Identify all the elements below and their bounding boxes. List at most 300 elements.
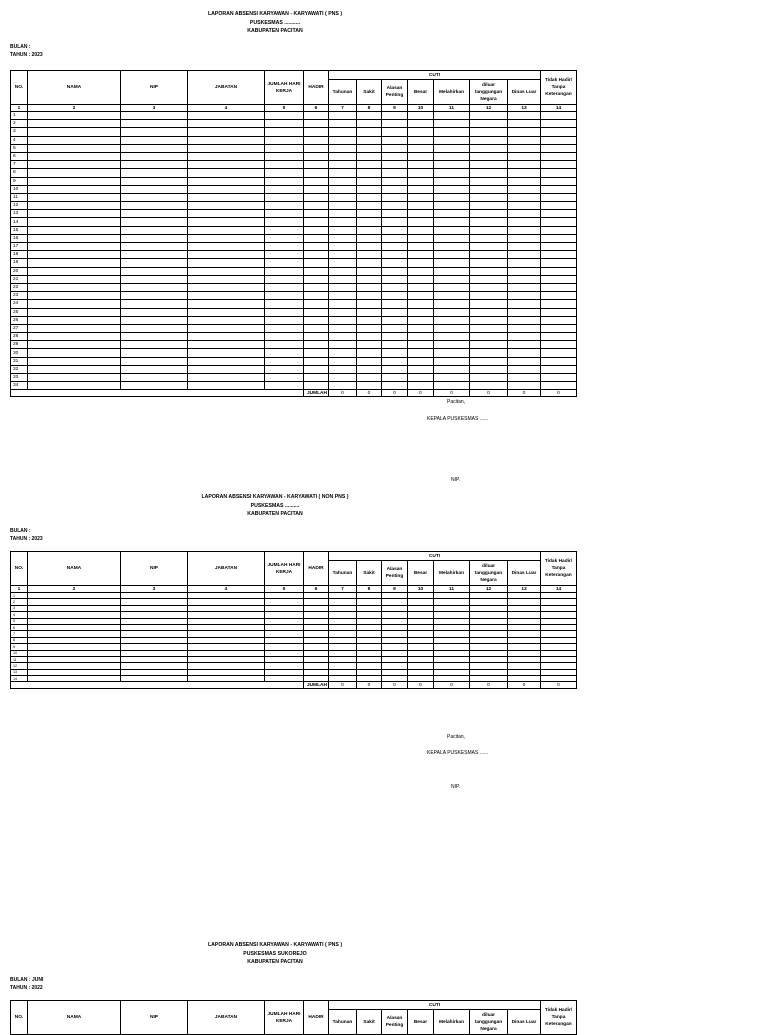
table-cell[interactable] [188, 144, 265, 152]
table-cell[interactable] [188, 185, 265, 193]
table-cell[interactable] [188, 267, 265, 275]
table-cell[interactable] [265, 349, 304, 357]
table-cell[interactable] [188, 177, 265, 185]
table-cell[interactable] [28, 341, 121, 349]
table-cell[interactable] [434, 218, 470, 226]
table-cell[interactable] [382, 193, 408, 201]
table-cell[interactable] [28, 120, 121, 128]
table-cell[interactable] [408, 193, 434, 201]
table-cell[interactable] [541, 128, 577, 136]
table-cell[interactable] [541, 226, 577, 234]
table-cell[interactable] [382, 308, 408, 316]
table-cell[interactable] [121, 218, 188, 226]
table-cell[interactable] [121, 152, 188, 160]
table-cell[interactable] [357, 300, 382, 308]
table-cell[interactable] [382, 300, 408, 308]
table-cell[interactable] [541, 365, 577, 373]
table-cell[interactable] [28, 374, 121, 382]
table-cell[interactable] [470, 292, 508, 300]
table-cell[interactable] [408, 374, 434, 382]
table-cell[interactable] [121, 202, 188, 210]
table-cell[interactable] [434, 120, 470, 128]
table-cell[interactable] [28, 292, 121, 300]
table-cell[interactable] [357, 243, 382, 251]
table-cell[interactable] [188, 374, 265, 382]
table-cell[interactable] [188, 202, 265, 210]
table-cell[interactable] [265, 316, 304, 324]
table-cell[interactable] [121, 226, 188, 234]
table-cell[interactable] [434, 382, 470, 390]
table-cell[interactable] [304, 193, 329, 201]
table-cell[interactable] [121, 136, 188, 144]
table-cell[interactable] [508, 202, 541, 210]
table-cell[interactable] [434, 185, 470, 193]
table-cell[interactable] [408, 218, 434, 226]
table-cell[interactable] [541, 120, 577, 128]
table-cell[interactable] [434, 349, 470, 357]
table-cell[interactable] [28, 169, 121, 177]
table-cell[interactable] [508, 267, 541, 275]
table-cell[interactable] [121, 324, 188, 332]
table-cell[interactable] [382, 292, 408, 300]
table-cell[interactable] [508, 177, 541, 185]
table-cell[interactable] [28, 324, 121, 332]
table-cell[interactable] [329, 202, 357, 210]
table-cell[interactable] [265, 144, 304, 152]
table-cell[interactable] [357, 177, 382, 185]
table-cell[interactable] [28, 226, 121, 234]
table-cell[interactable] [188, 308, 265, 316]
table-cell[interactable] [508, 333, 541, 341]
table-cell[interactable] [357, 259, 382, 267]
table-cell[interactable] [541, 349, 577, 357]
table-cell[interactable] [382, 234, 408, 242]
table-cell[interactable] [434, 169, 470, 177]
table-cell[interactable] [265, 333, 304, 341]
table-cell[interactable] [508, 243, 541, 251]
table-cell[interactable] [188, 120, 265, 128]
table-cell[interactable] [541, 210, 577, 218]
table-cell[interactable] [508, 161, 541, 169]
table-cell[interactable] [265, 210, 304, 218]
table-cell[interactable] [470, 382, 508, 390]
table-cell[interactable] [304, 308, 329, 316]
table-cell[interactable] [434, 374, 470, 382]
table-cell[interactable] [508, 292, 541, 300]
table-cell[interactable] [329, 226, 357, 234]
table-cell[interactable] [357, 251, 382, 259]
table-cell[interactable] [382, 382, 408, 390]
table-cell[interactable] [304, 382, 329, 390]
table-cell[interactable] [304, 152, 329, 160]
table-cell[interactable] [304, 341, 329, 349]
table-cell[interactable] [357, 365, 382, 373]
table-cell[interactable] [541, 218, 577, 226]
table-cell[interactable] [304, 357, 329, 365]
table-cell[interactable] [541, 267, 577, 275]
table-cell[interactable] [508, 365, 541, 373]
table-cell[interactable] [121, 161, 188, 169]
table-cell[interactable] [434, 341, 470, 349]
table-cell[interactable] [541, 177, 577, 185]
table-cell[interactable] [329, 136, 357, 144]
table-cell[interactable] [304, 112, 329, 120]
table-cell[interactable] [541, 275, 577, 283]
table-cell[interactable] [28, 136, 121, 144]
table-cell[interactable] [357, 308, 382, 316]
table-cell[interactable] [304, 243, 329, 251]
table-cell[interactable] [121, 120, 188, 128]
table-cell[interactable] [408, 283, 434, 291]
table-cell[interactable] [357, 341, 382, 349]
table-cell[interactable] [357, 267, 382, 275]
table-cell[interactable] [28, 365, 121, 373]
table-cell[interactable] [265, 259, 304, 267]
table-cell[interactable] [541, 202, 577, 210]
table-cell[interactable] [188, 193, 265, 201]
table-cell[interactable] [382, 283, 408, 291]
table-cell[interactable] [434, 161, 470, 169]
table-cell[interactable] [188, 259, 265, 267]
table-cell[interactable] [329, 292, 357, 300]
table-cell[interactable] [357, 218, 382, 226]
table-cell[interactable] [408, 169, 434, 177]
table-cell[interactable] [470, 234, 508, 242]
table-cell[interactable] [188, 382, 265, 390]
table-cell[interactable] [304, 316, 329, 324]
table-cell[interactable] [304, 169, 329, 177]
table-cell[interactable] [508, 210, 541, 218]
table-cell[interactable] [470, 357, 508, 365]
table-cell[interactable] [329, 120, 357, 128]
table-cell[interactable] [304, 120, 329, 128]
table-cell[interactable] [434, 210, 470, 218]
table-cell[interactable] [470, 283, 508, 291]
table-cell[interactable] [470, 316, 508, 324]
table-cell[interactable] [329, 251, 357, 259]
table-cell[interactable] [470, 308, 508, 316]
table-cell[interactable] [28, 382, 121, 390]
table-cell[interactable] [357, 316, 382, 324]
table-cell[interactable] [188, 341, 265, 349]
table-cell[interactable] [470, 226, 508, 234]
table-cell[interactable] [408, 267, 434, 275]
table-cell[interactable] [357, 120, 382, 128]
table-cell[interactable] [408, 382, 434, 390]
table-cell[interactable] [188, 292, 265, 300]
table-cell[interactable] [121, 333, 188, 341]
table-cell[interactable] [121, 308, 188, 316]
table-cell[interactable] [434, 234, 470, 242]
table-cell[interactable] [408, 152, 434, 160]
table-cell[interactable] [382, 365, 408, 373]
table-cell[interactable] [408, 226, 434, 234]
table-cell[interactable] [265, 341, 304, 349]
table-cell[interactable] [382, 202, 408, 210]
table-cell[interactable] [434, 308, 470, 316]
table-cell[interactable] [382, 136, 408, 144]
table-cell[interactable] [382, 185, 408, 193]
table-cell[interactable] [382, 259, 408, 267]
table-cell[interactable] [121, 341, 188, 349]
table-cell[interactable] [508, 324, 541, 332]
table-cell[interactable] [357, 275, 382, 283]
table-cell[interactable] [28, 259, 121, 267]
table-cell[interactable] [329, 152, 357, 160]
table-cell[interactable] [265, 177, 304, 185]
table-cell[interactable] [28, 152, 121, 160]
table-cell[interactable] [541, 382, 577, 390]
table-cell[interactable] [329, 112, 357, 120]
table-cell[interactable] [357, 283, 382, 291]
table-cell[interactable] [541, 374, 577, 382]
table-cell[interactable] [329, 316, 357, 324]
table-cell[interactable] [408, 349, 434, 357]
table-cell[interactable] [121, 275, 188, 283]
table-cell[interactable] [188, 251, 265, 259]
table-cell[interactable] [304, 300, 329, 308]
table-cell[interactable] [304, 374, 329, 382]
table-cell[interactable] [265, 218, 304, 226]
table-cell[interactable] [508, 226, 541, 234]
table-cell[interactable] [265, 128, 304, 136]
table-cell[interactable] [408, 144, 434, 152]
table-cell[interactable] [408, 324, 434, 332]
table-cell[interactable] [121, 267, 188, 275]
table-cell[interactable] [434, 259, 470, 267]
table-cell[interactable] [434, 136, 470, 144]
table-cell[interactable] [382, 324, 408, 332]
table-cell[interactable] [470, 185, 508, 193]
table-cell[interactable] [470, 300, 508, 308]
table-cell[interactable] [265, 283, 304, 291]
table-cell[interactable] [304, 267, 329, 275]
table-cell[interactable] [304, 226, 329, 234]
table-cell[interactable] [265, 161, 304, 169]
table-cell[interactable] [541, 259, 577, 267]
table-cell[interactable] [541, 316, 577, 324]
table-cell[interactable] [357, 144, 382, 152]
table-cell[interactable] [470, 136, 508, 144]
table-cell[interactable] [470, 374, 508, 382]
table-cell[interactable] [329, 243, 357, 251]
table-cell[interactable] [121, 292, 188, 300]
table-cell[interactable] [28, 202, 121, 210]
table-cell[interactable] [382, 226, 408, 234]
table-cell[interactable] [121, 349, 188, 357]
table-cell[interactable] [470, 128, 508, 136]
table-cell[interactable] [329, 234, 357, 242]
table-cell[interactable] [304, 218, 329, 226]
table-cell[interactable] [121, 259, 188, 267]
table-cell[interactable] [188, 357, 265, 365]
table-cell[interactable] [382, 112, 408, 120]
table-cell[interactable] [304, 136, 329, 144]
table-cell[interactable] [329, 193, 357, 201]
table-cell[interactable] [434, 144, 470, 152]
table-cell[interactable] [382, 210, 408, 218]
table-cell[interactable] [470, 324, 508, 332]
table-cell[interactable] [508, 193, 541, 201]
table-cell[interactable] [329, 169, 357, 177]
table-cell[interactable] [408, 259, 434, 267]
table-cell[interactable] [434, 300, 470, 308]
table-cell[interactable] [304, 275, 329, 283]
table-cell[interactable] [329, 283, 357, 291]
table-cell[interactable] [541, 169, 577, 177]
table-cell[interactable] [121, 382, 188, 390]
table-cell[interactable] [28, 234, 121, 242]
table-cell[interactable] [304, 202, 329, 210]
table-cell[interactable] [265, 275, 304, 283]
table-cell[interactable] [329, 357, 357, 365]
table-cell[interactable] [382, 161, 408, 169]
table-cell[interactable] [28, 308, 121, 316]
table-cell[interactable] [329, 341, 357, 349]
table-cell[interactable] [541, 144, 577, 152]
table-cell[interactable] [508, 316, 541, 324]
table-cell[interactable] [357, 112, 382, 120]
table-cell[interactable] [382, 177, 408, 185]
table-cell[interactable] [408, 243, 434, 251]
table-cell[interactable] [188, 300, 265, 308]
table-cell[interactable] [304, 292, 329, 300]
table-cell[interactable] [541, 300, 577, 308]
table-cell[interactable] [470, 349, 508, 357]
table-cell[interactable] [408, 292, 434, 300]
table-cell[interactable] [434, 177, 470, 185]
table-cell[interactable] [508, 259, 541, 267]
table-cell[interactable] [121, 177, 188, 185]
table-cell[interactable] [28, 300, 121, 308]
table-cell[interactable] [121, 283, 188, 291]
table-cell[interactable] [382, 341, 408, 349]
table-cell[interactable] [470, 259, 508, 267]
table-cell[interactable] [304, 349, 329, 357]
table-cell[interactable] [329, 349, 357, 357]
table-cell[interactable] [304, 333, 329, 341]
table-cell[interactable] [121, 316, 188, 324]
table-cell[interactable] [265, 193, 304, 201]
table-cell[interactable] [329, 333, 357, 341]
table-cell[interactable] [408, 316, 434, 324]
table-cell[interactable] [508, 382, 541, 390]
table-cell[interactable] [357, 193, 382, 201]
table-cell[interactable] [382, 218, 408, 226]
table-cell[interactable] [408, 185, 434, 193]
table-cell[interactable] [470, 251, 508, 259]
table-cell[interactable] [304, 259, 329, 267]
table-cell[interactable] [541, 357, 577, 365]
table-cell[interactable] [508, 112, 541, 120]
table-cell[interactable] [304, 144, 329, 152]
table-cell[interactable] [470, 144, 508, 152]
table-cell[interactable] [408, 177, 434, 185]
table-cell[interactable] [470, 267, 508, 275]
table-cell[interactable] [329, 267, 357, 275]
table-cell[interactable] [541, 251, 577, 259]
table-cell[interactable] [408, 202, 434, 210]
table-cell[interactable] [188, 128, 265, 136]
table-cell[interactable] [188, 349, 265, 357]
table-cell[interactable] [357, 324, 382, 332]
table-cell[interactable] [329, 218, 357, 226]
table-cell[interactable] [28, 275, 121, 283]
table-cell[interactable] [541, 185, 577, 193]
table-cell[interactable] [470, 218, 508, 226]
table-cell[interactable] [382, 267, 408, 275]
table-cell[interactable] [265, 374, 304, 382]
table-cell[interactable] [470, 177, 508, 185]
table-cell[interactable] [357, 169, 382, 177]
table-cell[interactable] [304, 161, 329, 169]
table-cell[interactable] [121, 112, 188, 120]
table-cell[interactable] [434, 357, 470, 365]
table-cell[interactable] [304, 234, 329, 242]
table-cell[interactable] [28, 251, 121, 259]
table-cell[interactable] [121, 144, 188, 152]
table-cell[interactable] [329, 177, 357, 185]
table-cell[interactable] [434, 243, 470, 251]
table-cell[interactable] [188, 152, 265, 160]
table-cell[interactable] [470, 202, 508, 210]
table-cell[interactable] [470, 112, 508, 120]
table-cell[interactable] [508, 169, 541, 177]
table-cell[interactable] [508, 341, 541, 349]
table-cell[interactable] [188, 161, 265, 169]
table-cell[interactable] [28, 161, 121, 169]
table-cell[interactable] [329, 374, 357, 382]
table-cell[interactable] [28, 267, 121, 275]
table-cell[interactable] [408, 251, 434, 259]
table-cell[interactable] [28, 177, 121, 185]
table-cell[interactable] [265, 267, 304, 275]
table-cell[interactable] [28, 316, 121, 324]
table-cell[interactable] [28, 185, 121, 193]
table-cell[interactable] [434, 316, 470, 324]
table-cell[interactable] [121, 185, 188, 193]
table-cell[interactable] [121, 251, 188, 259]
table-cell[interactable] [28, 349, 121, 357]
table-cell[interactable] [357, 136, 382, 144]
table-cell[interactable] [408, 341, 434, 349]
table-cell[interactable] [382, 120, 408, 128]
table-cell[interactable] [470, 161, 508, 169]
table-cell[interactable] [265, 169, 304, 177]
table-cell[interactable] [408, 128, 434, 136]
table-cell[interactable] [265, 202, 304, 210]
table-cell[interactable] [28, 144, 121, 152]
table-cell[interactable] [357, 292, 382, 300]
table-cell[interactable] [508, 128, 541, 136]
table-cell[interactable] [265, 292, 304, 300]
table-cell[interactable] [188, 169, 265, 177]
table-cell[interactable] [434, 333, 470, 341]
table-cell[interactable] [188, 226, 265, 234]
table-cell[interactable] [541, 283, 577, 291]
table-cell[interactable] [382, 251, 408, 259]
table-cell[interactable] [382, 349, 408, 357]
table-cell[interactable] [434, 202, 470, 210]
table-cell[interactable] [408, 112, 434, 120]
table-cell[interactable] [265, 234, 304, 242]
table-cell[interactable] [329, 324, 357, 332]
table-cell[interactable] [508, 120, 541, 128]
table-cell[interactable] [329, 161, 357, 169]
table-cell[interactable] [121, 210, 188, 218]
table-cell[interactable] [508, 234, 541, 242]
table-cell[interactable] [541, 152, 577, 160]
